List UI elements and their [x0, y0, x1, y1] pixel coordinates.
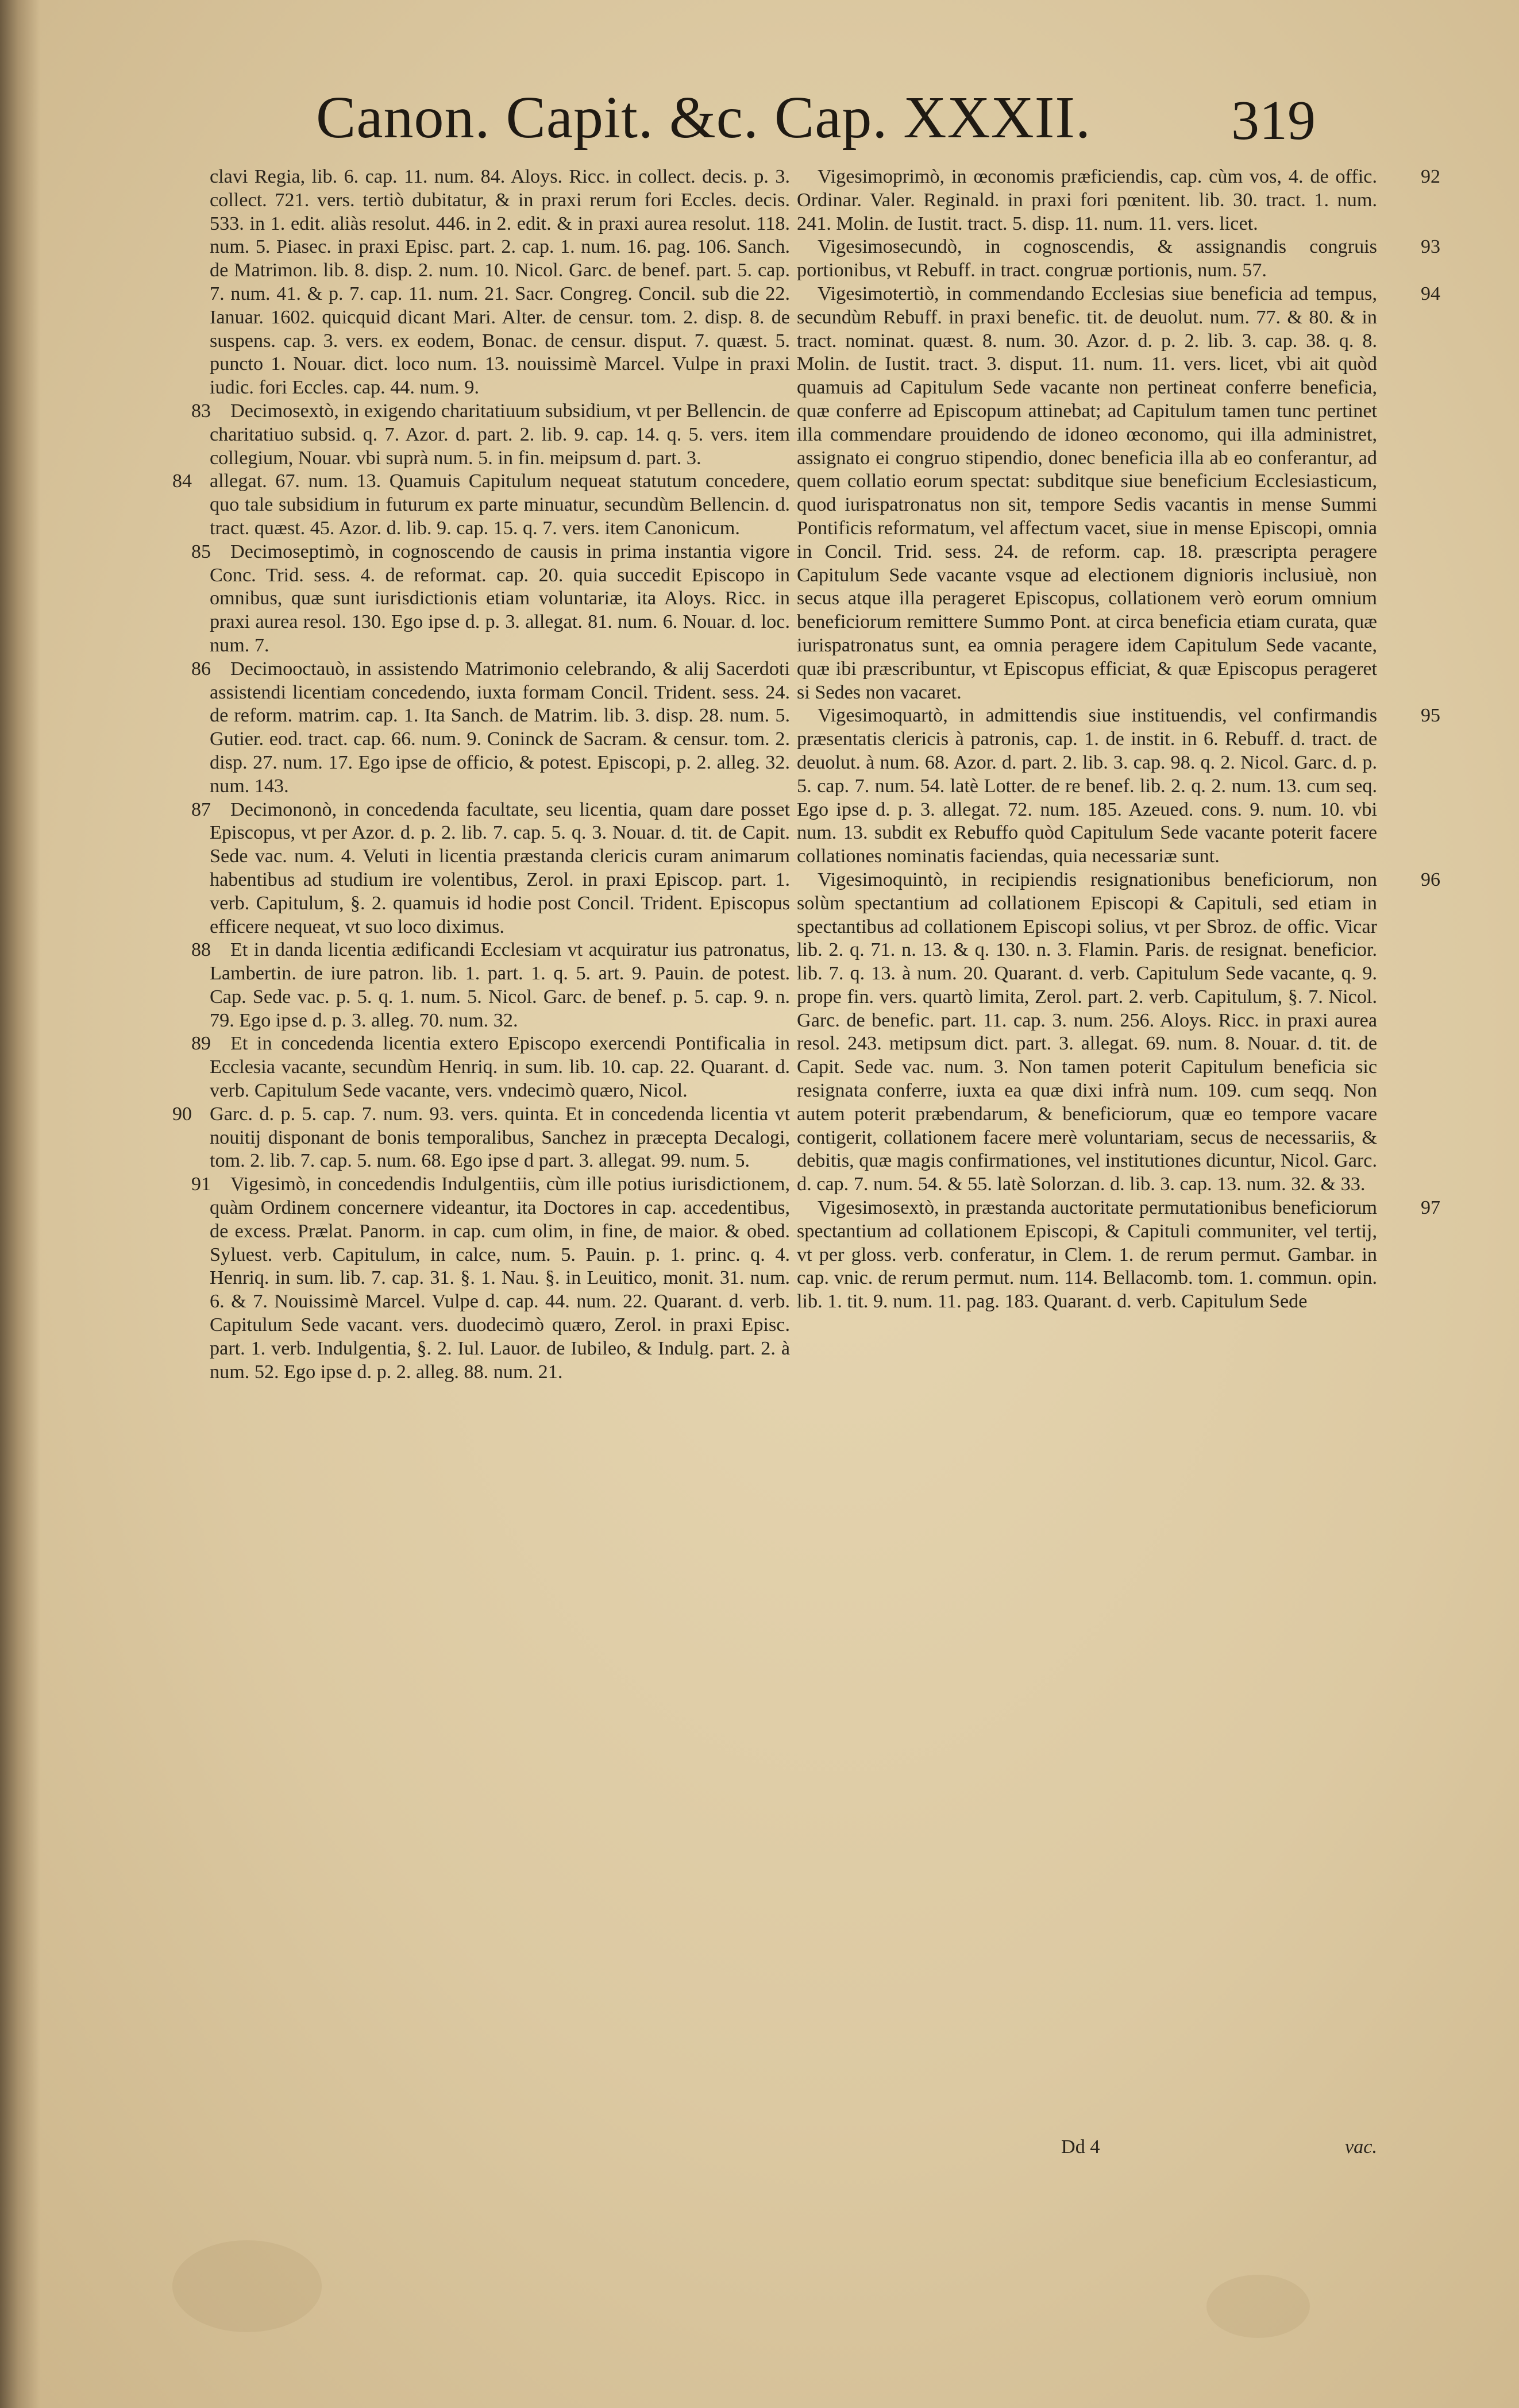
- page-number: 319: [1231, 90, 1316, 152]
- margin-number: 84: [172, 470, 192, 492]
- paragraph: [191, 798, 790, 939]
- paper-stain: [172, 2240, 322, 2332]
- paragraph: [797, 165, 1440, 236]
- paragraph-text: Vigesimoquintò, in recipiendis resignationibus beneficiorum, non solùm spectantium ad collationem Episcopi & Capituli, sed etiam in spectantibus ad collationem Episcopi solius, vt per Sbroz. de offic. Vicar lib. 2. q. 71. n. 13. & q. 130. n. 3. Flamin. Paris. de resignat. beneficior. lib. 7. q. 13. à num. 20. Quarant. d. verb. Capitulum Sede vacante, q. 9. prope fin. vers. quartò limita, Zerol. part. 2. verb. Capitulum, §. 7. Nicol. Garc. de benefic. part. 11. cap. 3. num. 256. Aloys. Ricc. in praxi aurea resol. 243. metipsum dict. part. 3. allegat. 69. num. 8. Nouar. d. tit. de Capit. Sede vac. num. 3. Non tamen poterit Capitulum beneficia sic resignata conferre, iuxta ea quæ dixi infrà num. 109. cum seqq. Non autem poterit præbendarum, & beneficiorum, quæ eo tempore vacare contigerit, collationem facere merè voluntariam, secus de necessariis, & debitis, quæ magis confirmationes, vel institutiones dicuntur, Nicol. Garc. d. cap. 7. num. 54. & 55. latè Solorzan. d. lib. 3. cap. 13. num. 32. & 33.: [797, 869, 1377, 1195]
- paragraph: [191, 541, 790, 658]
- paragraph: [172, 470, 790, 540]
- margin-number: 93: [1421, 236, 1440, 258]
- paragraph-text: Garc. d. p. 5. cap. 7. num. 93. vers. quinta. Et in concedenda licentia vt nouitij disponant de bonis temporalibus, Sanchez in præcepta Decalogi, tom. 2. lib. 7. cap. 5. num. 68. Ego ipse d part. 3. allegat. 99. num. 5.: [210, 1103, 790, 1172]
- paragraph-text: Decimooctauò, in assistendo Matrimonio celebrando, & alij Sacerdoti assistendi licentiam concedendo, iuxta formam Concil. Trident. sess. 24. de reform. matrim. cap. 1. Ita Sanch. de Matrim. lib. 3. disp. 28. num. 5. Gutier. eod. tract. cap. 66. num. 9. Coninck de Sacram. & censur. tom. 2. disp. 27. num. 17. Ego ipse de officio, & potest. Episcopi, p. 2. alleg. 32. num. 143.: [210, 658, 790, 797]
- paragraph: [191, 658, 790, 798]
- right-column: [797, 165, 1440, 1314]
- paragraph-text: Decimosextò, in exigendo charitatiuum subsidium, vt per Bellencin. de charitatiuo subsid. q. 7. Azor. d. part. 2. lib. 9. cap. 14. q. 5. vers. item collegium, Nouar. vbi suprà num. 5. in fin. meipsum d. part. 3.: [210, 400, 790, 469]
- margin-number: 97: [1421, 1197, 1440, 1219]
- paragraph: [191, 1032, 790, 1102]
- margin-number: 87: [191, 798, 211, 820]
- page-header: [304, 80, 1327, 155]
- binding-gutter-shadow: [0, 0, 40, 2408]
- paragraph-text: Vigesimoprimò, in œconomis præficiendis, cap. cùm vos, 4. de offic. Ordinar. Valer. Reginald. in praxi fori pœnitent. lib. 30. tract. 1. num. 241. Molin. de Iustit. tract. 5. disp. 11. num. 11. vers. licet.: [797, 166, 1377, 234]
- paragraph: [191, 1173, 790, 1384]
- margin-number: 92: [1421, 166, 1440, 187]
- paragraph-text: Vigesimosecundò, in cognoscendis, & assignandis congruis portionibus, vt Rebuff. in tract. congruæ portionis, num. 57.: [797, 236, 1377, 281]
- paragraph-text: clavi Regia, lib. 6. cap. 11. num. 84. Aloys. Ricc. in collect. decis. p. 3. collect. 721. vers. tertiò dubitatur, & in praxi rerum fori Eccles. decis. 533. in 1. edit. aliàs resolut. 446. in 2. edit. & in praxi aurea resolut. 118. num. 5. Piasec. in praxi Episc. part. 2. cap. 1. num. 16. pag. 106. Sanch. de Matrimon. lib. 8. disp. 2. num. 10. Nicol. Garc. de benef. part. 5. cap. 7. num. 41. & p. 7. cap. 11. num. 21. Sacr. Congreg. Concil. sub die 22. Ianuar. 1602. quicquid dicant Mari. Alter. de censur. tom. 2. disp. 8. de suspens. cap. 3. vers. ex eodem, Bonac. de censur. disput. 7. quæst. 5. puncto 1. Nouar. dict. loco num. 13. nouissimè Marcel. Vulpe in praxi iudic. fori Eccles. cap. 44. num. 9.: [210, 166, 790, 399]
- paper-stain: [1206, 2275, 1310, 2338]
- running-title: Canon. Capit. &c. Cap. XXXII.: [316, 84, 1092, 150]
- paragraph: [797, 1197, 1440, 1314]
- paragraph: [797, 236, 1440, 283]
- margin-number: 90: [172, 1103, 192, 1125]
- paragraph-text: Vigesimoquartò, in admittendis siue instituendis, vel confirmandis præsentatis clericis à patronis, cap. 1. de instit. in 6. Rebuff. d. tract. de deuolut. à num. 68. Azor. d. part. 2. lib. 3. cap. 98. q. 2. Nicol. Garc. d. p. 5. cap. 7. num. 54. latè Lotter. de re benef. lib. 2. q. 2. num. 13. cum seq. Ego ipse d. p. 3. allegat. 72. num. 185. Azeued. cons. 9. num. 10. vbi num. 13. subdit ex Rebuffo quòd Capitulum Sede vacante poterit facere collationes nominatis faciendas, quia necessariæ sunt.: [797, 705, 1377, 867]
- paragraph-text: Et in concedenda licentia extero Episcopo exercendi Pontificalia in Ecclesia vacante, secundùm Henriq. in sum. lib. 10. cap. 22. Quarant. d. verb. Capitulum Sede vacante, vers. vndecimò quæro, Nicol.: [210, 1033, 790, 1102]
- margin-number: 91: [191, 1174, 211, 1195]
- paragraph-text: Vigesimotertiò, in commendando Ecclesias siue beneficia ad tempus, secundùm Rebuff. in praxi benefic. tit. de deuolut. num. 77. & 80. & in tract. nominat. quæst. 8. num. 30. Azor. d. p. 2. lib. 3. cap. 38. q. 8. Molin. de Iustit. tract. 3. disput. 11. num. 11. vers. licet, vbi ait quòd quamuis ad Capitulum Sede vacante non pertineat conferre beneficia, quæ conferre ad Episcopum attinebat; ad Capitulum tamen tunc pertinet illa commendare prouidendo de idoneo œconomo, qui illa administret, assignato ei congruo stipendio, donec beneficia illa ab eo conferantur, ad quem collatio eorum spectat: subditque siue beneficium Ecclesiasticum, quod iurispatronatus non sit, tempore Sedis vacantis in mense Summi Pontificis reformatum, vel affectum vacet, siue in mense Episcopi, omnia in Concil. Trid. sess. 24. de reform. cap. 18. præscripta peragere Capitulum Sede vacante vsque ad electionem dignioris inclusiuè, non secus atque illa perageret Episcopus, collationem verò eorum omnium beneficiorum remittere Summo Pont. at circa beneficia etiam curata, quæ iurispatronatus sunt, ea omnia peragere idem Capitulum Sede vacante, quæ ibi præscribuntur, vt Episcopus efficiat, & quæ Episcopus perageret si Sedes non vacaret.: [797, 283, 1377, 703]
- paragraph-text: Decimononò, in concedenda facultate, seu licentia, quam dare posset Episcopus, vt per Azor. d. p. 2. lib. 7. cap. 5. q. 3. Nouar. d. tit. de Capit. Sede vac. num. 4. Veluti in licentia præstanda clericis curam animarum habentibus ad studium ire volentibus, Zerol. in praxi Episcop. part. 1. verb. Capitulum, §. 2. quamuis id hodie post Concil. Trident. Episcopus efficere nequeat, vt suo loco diximus.: [210, 798, 790, 937]
- paragraph-text: Et in danda licentia ædificandi Ecclesiam vt acquiratur ius patronatus, Lambertin. de iure patron. lib. 1. part. 1. q. 5. art. 9. Pauin. de potest. Cap. Sede vac. p. 5. q. 1. num. 5. Nicol. Garc. de benef. p. 5. cap. 9. n. 79. Ego ipse d. p. 3. alleg. 70. num. 32.: [210, 939, 790, 1031]
- paragraph: [191, 939, 790, 1032]
- paragraph-text: Vigesimosextò, in præstanda auctoritate permutationibus beneficiorum spectantium ad collationem Episcopi, & Capituli communiter, vel tertij, vt per gloss. verb. conferatur, in Clem. 1. de rerum permut. Gambar. in cap. vnic. de rerum permut. num. 114. Bellacomb. tom. 1. commun. opin. lib. 1. tit. 9. num. 11. pag. 183. Quarant. d. verb. Capitulum Sede: [797, 1197, 1377, 1313]
- paragraph: [210, 165, 790, 400]
- margin-number: 95: [1421, 705, 1440, 727]
- margin-number: 86: [191, 658, 211, 680]
- catchword: vac.: [1345, 2136, 1377, 2158]
- margin-number: 83: [191, 400, 211, 422]
- paragraph: [172, 1103, 790, 1173]
- margin-number: 85: [191, 541, 211, 562]
- margin-number: 96: [1421, 869, 1440, 890]
- left-column: [172, 165, 790, 1384]
- paragraph-text: Decimoseptimò, in cognoscendo de causis in prima instantia vigore Conc. Trid. sess. 4. de reformat. cap. 20. quia succedit Episcopo in omnibus, quæ sunt iurisdictionis etiam voluntariæ, ita Aloys. Ricc. in praxi aurea resol. 130. Ego ipse d. p. 3. allegat. 81. num. 6. Nouar. d. loc. num. 7.: [210, 541, 790, 656]
- signature-mark: Dd 4: [1061, 2136, 1100, 2158]
- paragraph-text: Vigesimò, in concedendis Indulgentiis, cùm ille potius iurisdictionem, quàm Ordinem concernere videantur, ita Doctores in cap. accedentibus, de excess. Prælat. Panorm. in cap. cum olim, in fine, de maior. & obed. Syluest. verb. Capitulum, in calce, num. 5. Pauin. p. 1. princ. q. 4. Henriq. in sum. lib. 7. cap. 31. §. 1. Nau. §. in Leuitico, monit. 31. num. 6. & 7. Nouissimè Marcel. Vulpe d. cap. 44. num. 22. Quarant. d. verb. Capitulum Sede vacant. vers. duodecimò quæro, Zerol. in praxi Episc. part. 1. verb. Indulgentia, §. 2. Iul. Lauor. de Iubileo, & Indulg. part. 2. à num. 52. Ego ipse d. p. 2. alleg. 88. num. 21.: [210, 1174, 790, 1383]
- paragraph-text: allegat. 67. num. 13. Quamuis Capitulum nequeat statutum concedere, quo tale subsidium in futurum ex parte minuatur, secundùm Bellencin. d. tract. quæst. 45. Azor. d. lib. 9. cap. 15. q. 7. vers. item Canonicum.: [210, 470, 790, 539]
- paragraph: [797, 869, 1440, 1197]
- margin-number: 94: [1421, 283, 1440, 304]
- margin-number: 89: [191, 1033, 211, 1055]
- paragraph: [191, 400, 790, 470]
- paragraph: [797, 283, 1440, 704]
- paragraph: [797, 704, 1440, 869]
- margin-number: 88: [191, 939, 211, 961]
